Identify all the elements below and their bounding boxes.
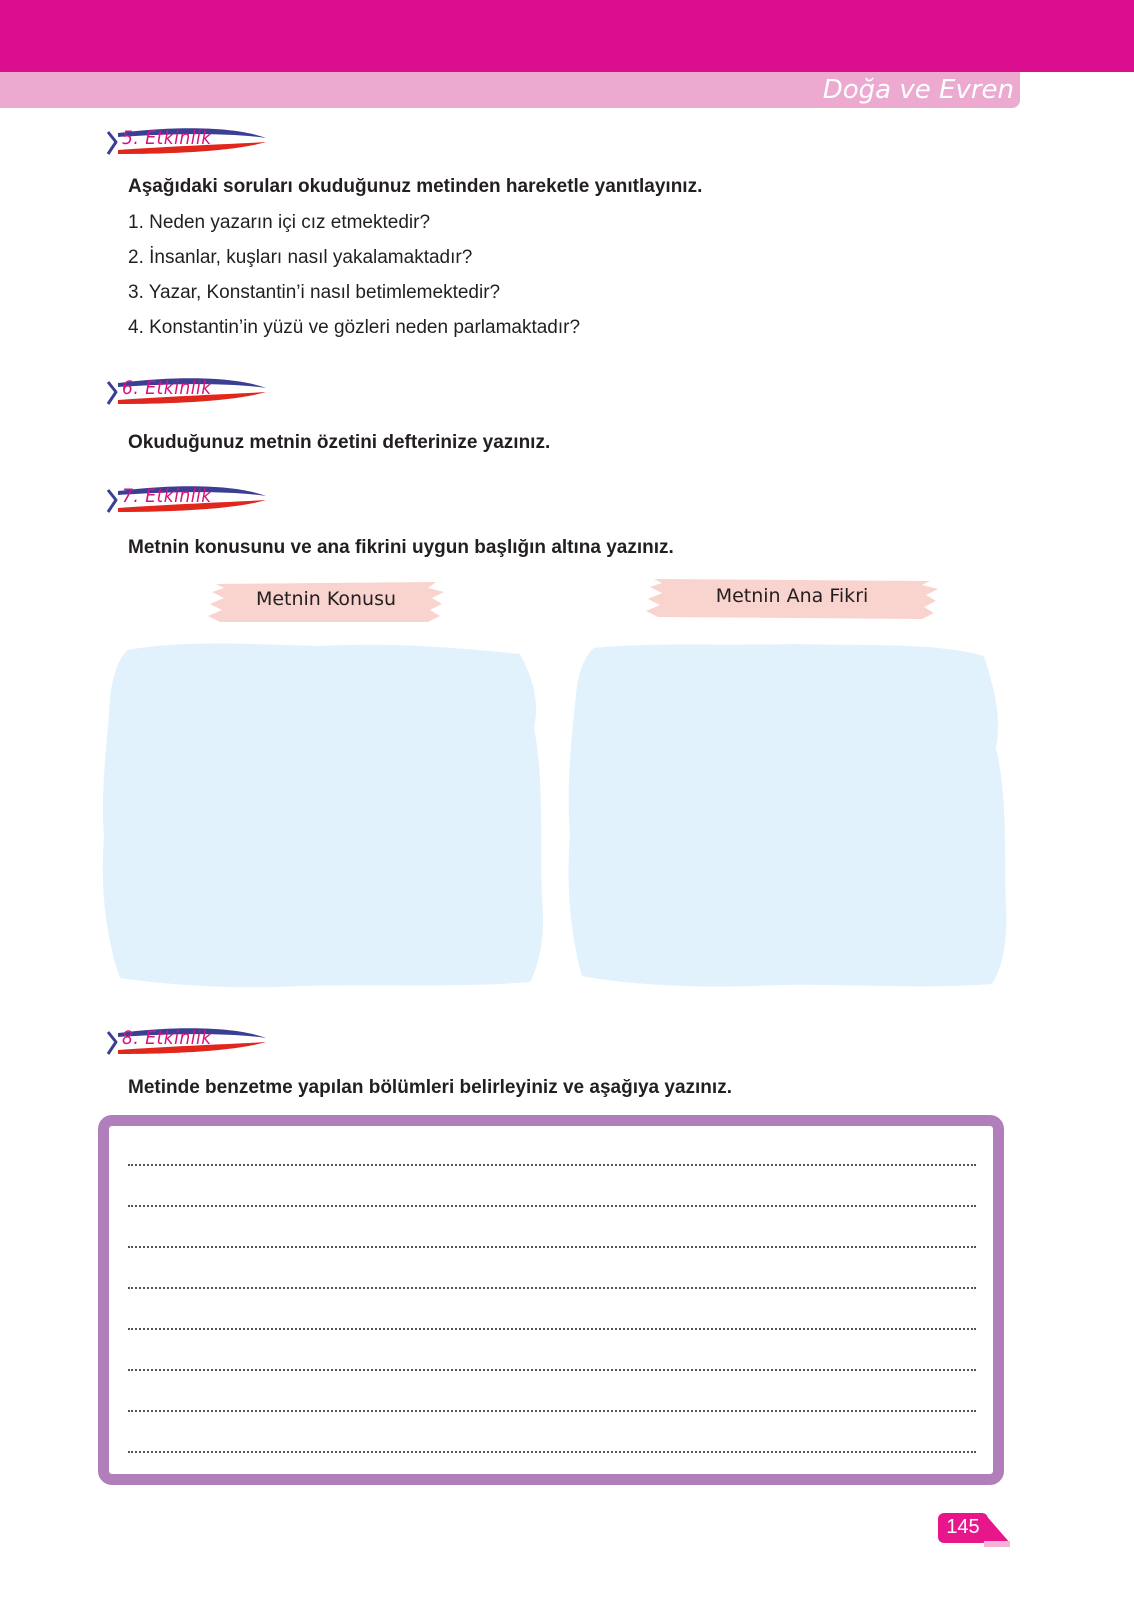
topic-answer-area[interactable] (100, 638, 546, 990)
main-idea-label: Metnin Ana Fikri (715, 585, 869, 607)
answer-frame (98, 1115, 1004, 1485)
activity-5-heading (104, 124, 276, 160)
activity-5-instruction: Aşağıdaki soruları okuduğunuz metinden hareketle yanıtlayınız. (128, 176, 703, 197)
activity-8-heading (104, 1024, 276, 1060)
activity-7-instruction: Metnin konusunu ve ana fikrini uygun başlığın altına yazınız. (128, 537, 674, 558)
paint-area-shape (100, 638, 546, 990)
header-band (0, 0, 1134, 72)
activity-8-instruction: Metinde benzetme yapılan bölümleri belirleyiniz ve aşağıya yazınız. (128, 1077, 732, 1098)
answer-line[interactable] (128, 1328, 976, 1330)
activity-7-heading (104, 482, 276, 518)
label-topic (206, 578, 446, 624)
answer-line[interactable] (128, 1451, 976, 1453)
answer-line[interactable] (128, 1205, 976, 1207)
unit-title: Doğa ve Evren (822, 75, 1014, 105)
activity-6-instruction: Okuduğunuz metnin özetini defterinize yazınız. (128, 432, 551, 453)
activity-6-heading (104, 374, 276, 410)
answer-line[interactable] (128, 1369, 976, 1371)
answer-line[interactable] (128, 1410, 976, 1412)
label-main-idea (644, 575, 940, 621)
paint-area-shape (564, 638, 1010, 990)
answer-line[interactable] (128, 1246, 976, 1248)
page-number: 145 (946, 1516, 980, 1538)
activity-label: 7. Etkinlik (122, 485, 212, 507)
question-item: 2. İnsanlar, kuşları nasıl yakalamaktadır? (128, 247, 473, 268)
question-item: 3. Yazar, Konstantin’i nasıl betimlemektedir? (128, 282, 501, 303)
activity-label: 6. Etkinlik (122, 377, 212, 399)
question-item: 1. Neden yazarın içi cız etmektedir? (128, 212, 431, 233)
answer-line[interactable] (128, 1164, 976, 1166)
answer-line[interactable] (128, 1287, 976, 1289)
question-item: 4. Konstantin’in yüzü ve gözleri neden parlamaktadır? (128, 317, 581, 338)
activity-label: 8. Etkinlik (122, 1027, 212, 1049)
topic-label: Metnin Konusu (255, 588, 397, 610)
activity-label: 5. Etkinlik (122, 127, 212, 149)
main-idea-answer-area[interactable] (564, 638, 1010, 990)
